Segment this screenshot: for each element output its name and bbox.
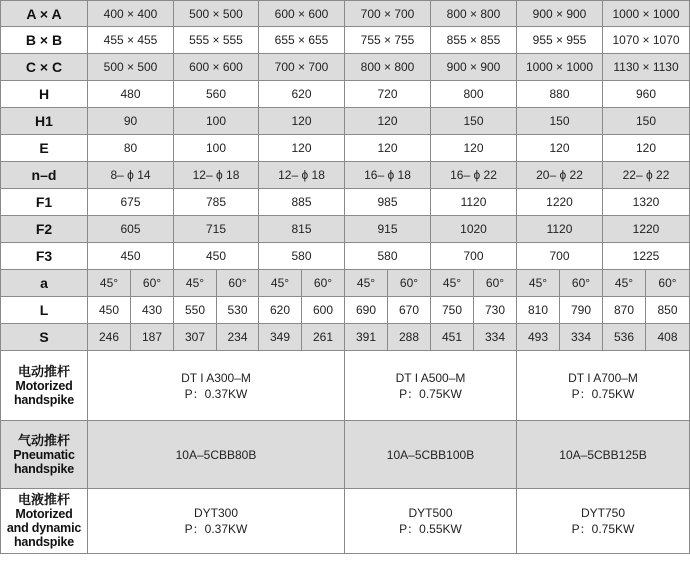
spec-cell: 150 — [517, 108, 603, 135]
row-label: F2 — [1, 216, 88, 243]
row-label: C × C — [1, 54, 88, 81]
spec-cell: 1120 — [517, 216, 603, 243]
spec-row — [1, 243, 690, 270]
spec-row — [1, 189, 690, 216]
spec-cell: 1000 × 1000 — [603, 1, 690, 27]
angle-cell: 750 — [431, 297, 474, 324]
spec-cell: 700 — [517, 243, 603, 270]
spec-cell: 800 × 800 — [431, 1, 517, 27]
spec-cell: 1070 × 1070 — [603, 27, 690, 54]
spec-cell: 605 — [88, 216, 174, 243]
model-name: DYT300 — [193, 506, 239, 520]
angle-cell: 550 — [174, 297, 217, 324]
model-cell — [88, 489, 345, 554]
model-name: DT I A700–M — [568, 370, 638, 385]
row-label: A × A — [1, 1, 88, 27]
spec-row — [1, 81, 690, 108]
spec-cell: 1225 — [603, 243, 690, 270]
spec-cell: 500 × 500 — [174, 1, 259, 27]
drive-type-cn: 电液推杆 — [17, 492, 70, 507]
angle-cell: 60° — [131, 270, 174, 297]
spec-cell: 785 — [174, 189, 259, 216]
spec-row — [1, 1, 690, 27]
spec-cell: 400 × 400 — [88, 1, 174, 27]
spec-cell: 1020 — [431, 216, 517, 243]
angle-cell: 451 — [431, 324, 474, 351]
model-name: 10A–5CBB125B — [559, 447, 647, 462]
model-name: DT I A300–M — [181, 370, 251, 385]
angle-cell: 730 — [474, 297, 517, 324]
spec-cell: 500 × 500 — [88, 54, 174, 81]
spec-cell: 955 × 955 — [517, 27, 603, 54]
spec-cell: 700 × 700 — [259, 54, 345, 81]
spec-cell: 1120 — [431, 189, 517, 216]
row-label: F1 — [1, 189, 88, 216]
drive-type-label — [1, 489, 88, 554]
spec-cell: 1220 — [517, 189, 603, 216]
model-name: 10A–5CBB80B — [175, 447, 257, 462]
angle-cell: 45° — [603, 270, 646, 297]
spec-cell: 755 × 755 — [345, 27, 431, 54]
spec-cell: 560 — [174, 81, 259, 108]
drive-type-en: Pneumatic — [13, 447, 75, 462]
angle-cell: 60° — [217, 270, 259, 297]
angle-cell: 60° — [302, 270, 345, 297]
angle-row — [1, 297, 690, 324]
drive-type-cn: 气动推杆 — [17, 432, 70, 448]
angle-cell: 810 — [517, 297, 560, 324]
spec-cell: 12– ϕ 18 — [174, 162, 259, 189]
angle-cell: 620 — [259, 297, 302, 324]
spec-cell: 120 — [259, 135, 345, 162]
angle-cell: 45° — [431, 270, 474, 297]
spec-cell: 800 × 800 — [345, 54, 431, 81]
angle-cell: 349 — [259, 324, 302, 351]
drive-type-en: handspike — [13, 392, 75, 407]
angle-cell: 408 — [646, 324, 690, 351]
spec-cell: 715 — [174, 216, 259, 243]
angle-cell: 450 — [88, 297, 131, 324]
angle-cell: 600 — [302, 297, 345, 324]
angle-cell: 187 — [131, 324, 174, 351]
drive-type-en: Motorized — [15, 507, 73, 521]
model-power: P：0.37KW — [184, 522, 248, 536]
spec-cell: 580 — [259, 243, 345, 270]
drive-row — [1, 489, 690, 554]
angle-cell: 493 — [517, 324, 560, 351]
spec-row — [1, 108, 690, 135]
spec-row — [1, 216, 690, 243]
drive-type-label — [1, 421, 88, 489]
spec-cell: 16– ϕ 22 — [431, 162, 517, 189]
spec-cell: 150 — [603, 108, 690, 135]
angle-cell: 690 — [345, 297, 388, 324]
model-power: P：0.75KW — [571, 386, 635, 401]
spec-cell: 580 — [345, 243, 431, 270]
spec-cell: 455 × 455 — [88, 27, 174, 54]
model-power: P：0.37KW — [184, 386, 248, 401]
angle-cell: 45° — [517, 270, 560, 297]
spec-cell: 120 — [603, 135, 690, 162]
spec-cell: 120 — [345, 108, 431, 135]
spec-cell: 20– ϕ 22 — [517, 162, 603, 189]
angle-cell: 60° — [474, 270, 517, 297]
drive-type-cn: 电动推杆 — [17, 363, 70, 379]
spec-cell: 100 — [174, 108, 259, 135]
row-label: F3 — [1, 243, 88, 270]
spec-cell: 675 — [88, 189, 174, 216]
spec-row — [1, 54, 690, 81]
spec-cell: 22– ϕ 22 — [603, 162, 690, 189]
angle-cell: 530 — [217, 297, 259, 324]
spec-cell: 16– ϕ 18 — [345, 162, 431, 189]
row-label: H1 — [1, 108, 88, 135]
model-cell — [517, 421, 690, 489]
angle-cell: 246 — [88, 324, 131, 351]
drive-type-en: handspike — [13, 535, 75, 549]
model-name: DYT750 — [580, 506, 626, 520]
model-cell — [345, 421, 517, 489]
spec-table-body — [1, 1, 690, 554]
model-power: P：0.75KW — [399, 386, 462, 401]
drive-type-en: and dynamic — [6, 521, 82, 535]
angle-cell: 307 — [174, 324, 217, 351]
spec-cell: 1000 × 1000 — [517, 54, 603, 81]
spec-row — [1, 162, 690, 189]
spec-cell: 900 × 900 — [431, 54, 517, 81]
spec-cell: 1220 — [603, 216, 690, 243]
angle-cell: 334 — [474, 324, 517, 351]
spec-cell: 120 — [517, 135, 603, 162]
spec-cell: 90 — [88, 108, 174, 135]
model-cell — [88, 351, 345, 421]
angle-cell: 45° — [345, 270, 388, 297]
drive-row — [1, 421, 690, 489]
angle-cell: 60° — [646, 270, 690, 297]
row-label: S — [1, 324, 88, 351]
spec-cell: 1130 × 1130 — [603, 54, 690, 81]
spec-row — [1, 135, 690, 162]
angle-cell: 234 — [217, 324, 259, 351]
angle-row — [1, 324, 690, 351]
model-name: DYT500 — [408, 506, 453, 520]
spec-cell: 700 × 700 — [345, 1, 431, 27]
drive-row — [1, 351, 690, 421]
spec-cell: 600 × 600 — [174, 54, 259, 81]
angle-cell: 288 — [388, 324, 431, 351]
row-label: a — [1, 270, 88, 297]
model-cell — [88, 421, 345, 489]
model-power: P：0.75KW — [571, 522, 635, 536]
angle-cell: 536 — [603, 324, 646, 351]
spec-row — [1, 27, 690, 54]
spec-cell: 915 — [345, 216, 431, 243]
row-label: H — [1, 81, 88, 108]
angle-cell: 60° — [560, 270, 603, 297]
spec-cell: 80 — [88, 135, 174, 162]
drive-type-en: Motorized — [15, 378, 73, 393]
spec-cell: 700 — [431, 243, 517, 270]
angle-cell: 45° — [174, 270, 217, 297]
spec-cell: 450 — [174, 243, 259, 270]
spec-cell: 600 × 600 — [259, 1, 345, 27]
spec-cell: 815 — [259, 216, 345, 243]
angle-cell: 261 — [302, 324, 345, 351]
model-cell — [345, 489, 517, 554]
spec-cell: 855 × 855 — [431, 27, 517, 54]
spec-cell: 985 — [345, 189, 431, 216]
angle-cell: 391 — [345, 324, 388, 351]
spec-cell: 480 — [88, 81, 174, 108]
model-name: DT I A500–M — [395, 370, 466, 385]
angle-cell: 790 — [560, 297, 603, 324]
angle-cell: 334 — [560, 324, 603, 351]
angle-row — [1, 270, 690, 297]
angle-cell: 45° — [88, 270, 131, 297]
row-label: L — [1, 297, 88, 324]
row-label: n–d — [1, 162, 88, 189]
angle-cell: 45° — [259, 270, 302, 297]
spec-cell: 100 — [174, 135, 259, 162]
spec-cell: 900 × 900 — [517, 1, 603, 27]
spec-cell: 880 — [517, 81, 603, 108]
spec-cell: 120 — [345, 135, 431, 162]
row-label: E — [1, 135, 88, 162]
spec-cell: 800 — [431, 81, 517, 108]
spec-cell: 12– ϕ 18 — [259, 162, 345, 189]
spec-cell: 120 — [431, 135, 517, 162]
spec-cell: 8– ϕ 14 — [88, 162, 174, 189]
spec-cell: 150 — [431, 108, 517, 135]
spec-cell: 120 — [259, 108, 345, 135]
model-power: P：0.55KW — [399, 522, 462, 536]
spec-cell: 450 — [88, 243, 174, 270]
angle-cell: 670 — [388, 297, 431, 324]
drive-type-label — [1, 351, 88, 421]
model-cell — [517, 489, 690, 554]
angle-cell: 430 — [131, 297, 174, 324]
drive-type-en: handspike — [13, 461, 75, 476]
angle-cell: 60° — [388, 270, 431, 297]
model-cell — [345, 351, 517, 421]
spec-cell: 960 — [603, 81, 690, 108]
spec-cell: 655 × 655 — [259, 27, 345, 54]
model-name: 10A–5CBB100B — [386, 447, 475, 462]
model-cell — [517, 351, 690, 421]
row-label: B × B — [1, 27, 88, 54]
spec-cell: 620 — [259, 81, 345, 108]
spec-cell: 885 — [259, 189, 345, 216]
spec-cell: 1320 — [603, 189, 690, 216]
spec-cell: 555 × 555 — [174, 27, 259, 54]
angle-cell: 850 — [646, 297, 690, 324]
angle-cell: 870 — [603, 297, 646, 324]
spec-cell: 720 — [345, 81, 431, 108]
